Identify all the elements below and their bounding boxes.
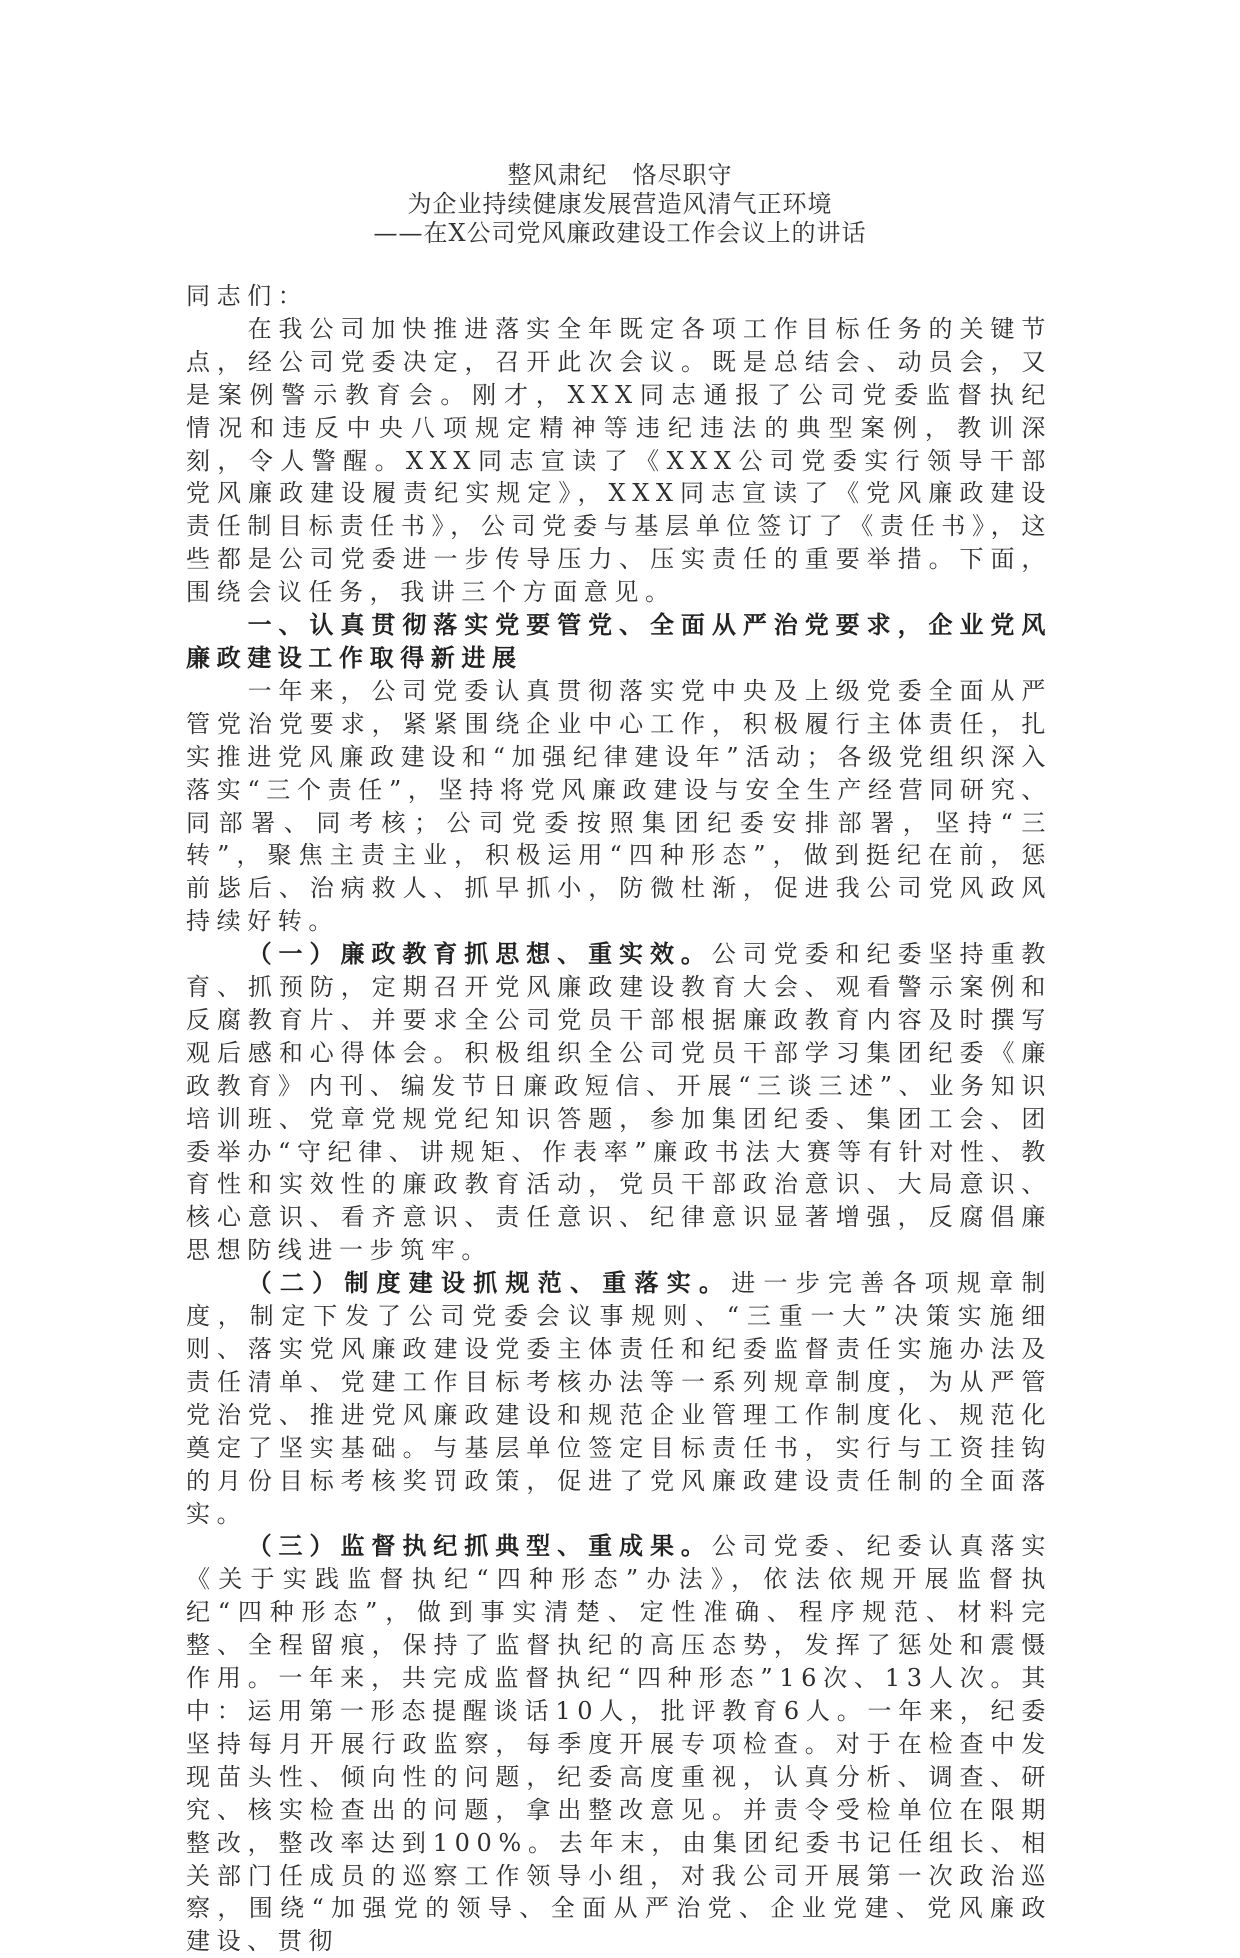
section-1-body: 一年来，公司党委认真贯彻落实党中央及上级党委全面从严管党治党要求，紧紧围绕企业中心工作，积极履行主体责任，扎实推进党风廉政建设和“加强纪律建设年”活动；各级党组织深入落实“三个责任”，坚持将党风廉政建设与安全生产经营同研究、同部署、同考核；公司党委按照集团纪委安排部署，坚持“三转”，聚焦主责主业，积极运用“四种形态”，做到挺纪在前，惩前毖后、治病救人、抓早抓小，防微杜渐，促进我公司党风政风持续好转。 (186, 676, 1052, 936)
subsection-1 (186, 938, 1052, 1267)
title-line-3: ——在X公司党风廉政建设工作会议上的讲话 (373, 219, 867, 247)
subsection-3-lead: （三）监督执纪抓典型、重成果。 (247, 1531, 712, 1561)
intro-paragraph: 在我公司加快推进落实全年既定各项工作目标任务的关键节点，经公司党委决定，召开此次会议。既是总结会、动员会，又是案例警示教育会。刚才，XXX同志通报了公司党委监督执纪情况和违反中央八项规定精神等违纪违法的典型案例，教训深刻，令人警醒。XXX同志宣读了《XXX公司党委实行领导干部党风廉政建设履责纪实规定》，XXX同志宣读了《党风廉政建设责任制目标责任书》，公司党委与基层单位签订了《责任书》，这些都是公司党委进一步传导压力、压实责任的重要举措。下面，围绕会议任务，我讲三个方面意见。 (186, 314, 1052, 607)
subsection-3-body: 公司党委、纪委认真落实《关于实践监督执纪“四种形态”办法》，依法依规开展监督执纪“四种形态”，做到事实清楚、定性准确、程序规范、材料完整、全程留痕，保持了监督执纪的高压态势，发挥了惩处和震慑作用。一年来，共完成监督执纪“四种形态”16次、13人次。其中：运用第一形态提醒谈话10人，批评教育6人。一年来，纪委坚持每月开展行政监察，每季度开展专项检查。对于在检查中发现苗头性、倾向性的问题，纪委高度重视，认真分析、调查、研究、核实检查出的问题，拿出整改意见。并责令受检单位在限期整改，整改率达到100%。去年末，由集团纪委书记任组长、相关部门任成员的巡察工作领导小组，对我公司开展第一次政治巡察，围绕“加强党的领导、全面从严治党、企业党建、党风廉政建设、贯彻 (186, 1532, 1052, 1956)
document-title (0, 161, 1240, 248)
subsection-1-lead: （一）廉政教育抓思想、重实效。 (247, 939, 712, 969)
salutation: 同志们： (186, 282, 309, 310)
subsection-2 (186, 1267, 1052, 1530)
subsection-2-lead: （二）制度建设抓规范、重落实。 (247, 1268, 732, 1298)
title-line-1: 整风肃纪 恪尽职守 (507, 161, 733, 189)
document-body (186, 280, 1052, 1958)
subsection-3 (186, 1530, 1052, 1958)
title-line-2: 为企业持续健康发展营造风清气正环境 (407, 190, 833, 218)
section-1-heading: 一、认真贯彻落实党要管党、全面从严治党要求，企业党风廉政建设工作取得新进展 (186, 610, 1052, 672)
subsection-1-body: 公司党委和纪委坚持重教育、抓预防，定期召开党风廉政建设教育大会、观看警示案例和反腐教育片、并要求全公司党员干部根据廉政教育内容及时撰写观后感和心得体会。积极组织全公司党员干部学习集团纪委《廉政教育》内刊、编发节日廉政短信、开展“三谈三述”、业务知识培训班、党章党规党纪知识答题，参加集团纪委、集团工会、团委举办“守纪律、讲规矩、作表率”廉政书法大赛等有针对性、教育性和实效性的廉政教育活动，党员干部政治意识、大局意识、核心意识、看齐意识、责任意识、纪律意识显著增强，反腐倡廉思想防线进一步筑牢。 (186, 940, 1052, 1265)
subsection-2-body: 进一步完善各项规章制度，制定下发了公司党委会议事规则、“三重一大”决策实施细则、落实党风廉政建设党委主体责任和纪委监督责任实施办法及责任清单、党建工作目标考核办法等一系列规章制度，为从严管党治党、推进党风廉政建设和规范企业管理工作制度化、规范化奠定了坚实基础。与基层单位签定目标责任书，实行与工资挂钩的月份目标考核奖罚政策，促进了党风廉政建设责任制的全面落实。 (186, 1269, 1053, 1528)
